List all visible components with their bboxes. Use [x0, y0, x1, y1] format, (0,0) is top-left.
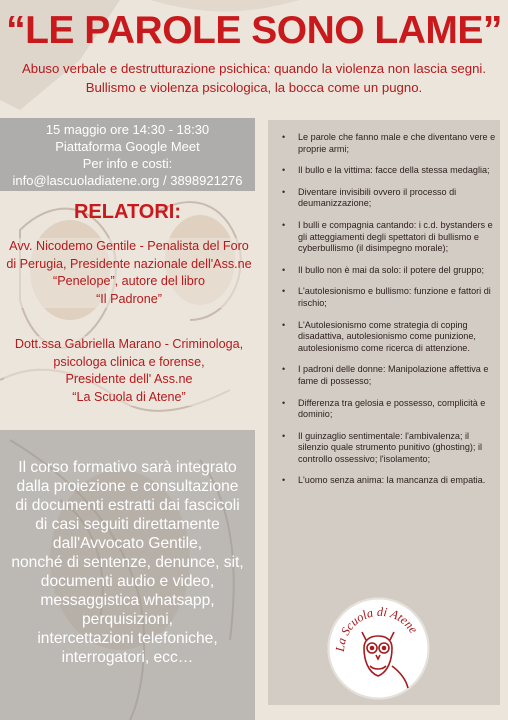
topic-item: • Diventare invisibili ovvero il processo di deumanizzazione; [280, 187, 496, 210]
topic-item: • L'Autolesionismo come strategia di coping disadattiva, autolesionismo come punizione, autolesionismo come ricerca di attenzione. [280, 320, 496, 355]
course-line: messaggistica whatsapp, [40, 592, 215, 609]
topic-item: • Le parole che fanno male e che diventano vere e proprie armi; [280, 132, 496, 155]
speaker-line: di Perugia, Presidente nazionale dell'Ass.ne [6, 256, 252, 271]
speaker-line: Dott.ssa Gabriella Marano - Criminologa, [14, 337, 244, 351]
speakers-heading: RELATORI: [73, 201, 182, 223]
speaker-line: “Il Padrone” [96, 291, 162, 306]
topic-item: • Differenza tra gelosia e possesso, complicità e dominio; [280, 398, 496, 421]
course-line: dalla proiezione e consultazione [16, 478, 239, 495]
course-line: dall'Avvocato Gentile, [52, 535, 203, 552]
speaker-line: “Penelope”, autore del libro [53, 274, 205, 288]
course-line: documenti audio e video, [40, 573, 215, 590]
course-line: di casi seguiti direttamente [35, 516, 220, 533]
speaker-line: Avv. Nicodemo Gentile - Penalista del Foro [9, 239, 249, 253]
course-line: perquisizioni, [81, 611, 173, 628]
topic-item: • L'autolesionismo e bullismo: funzione e fattori di rischio; [280, 286, 496, 309]
topic-item: • Il bullo e la vittima: facce della stessa medaglia; [280, 165, 496, 177]
course-line: Il corso formativo sarà integrato [18, 459, 237, 476]
course-description [6, 458, 249, 667]
speaker-marano [4, 336, 254, 406]
subtitle-secondary: Bullismo e violenza psicologica, la bocca come un pugno. [85, 80, 423, 95]
speaker-line: “La Scuola di Atene” [72, 389, 186, 404]
event-date: 15 maggio ore 14:30 - 18:30 [45, 122, 210, 137]
event-platform: Piattaforma Google Meet [55, 139, 200, 154]
course-line: di documenti estratti dai fascicoli [15, 497, 240, 514]
scuola-di-atene-logo [326, 596, 431, 701]
event-info-box [0, 118, 255, 191]
contact-label: Per info e costi: [82, 156, 173, 171]
page-title: “LE PAROLE SONO LAME” [6, 9, 502, 52]
subtitle-primary: Abuso verbale e destrutturazione psichica: quando la violenza non lascia segni. [21, 61, 487, 76]
topics-list [280, 132, 496, 497]
course-line: interrogatori, ecc… [61, 649, 194, 666]
topic-item: • Il guinzaglio sentimentale: l'ambivalenza; il silenzio quale strumento punitivo (ghosting); il controllo ossessivo; l'isolamento; [280, 431, 496, 466]
topic-item: • I bulli e compagnia cantando: i c.d. bystanders e gli atteggiamenti degli spettatori di bullismo e cyberbullismo (il disimpegno morale); [280, 220, 496, 255]
speaker-line: Presidente dell' Ass.ne [65, 372, 193, 386]
topic-item: • I padroni delle donne: Manipolazione affettiva e fame di possesso; [280, 364, 496, 387]
speaker-line: psicologa clinica e forense, [53, 354, 205, 369]
contact-details[interactable]: info@lascuoladiatene.org / 3898921276 [12, 173, 243, 188]
topic-item: • L'uomo senza anima: la mancanza di empatia. [280, 475, 496, 487]
course-line: intercettazioni telefoniche, [37, 630, 218, 647]
course-line: nonché di sentenze, denunce, sit, [11, 554, 244, 571]
logo-text: La Scuola di Atene [332, 604, 421, 653]
topic-item: • Il bullo non è mai da solo: il potere del gruppo; [280, 265, 496, 277]
speaker-gentile [4, 238, 254, 308]
